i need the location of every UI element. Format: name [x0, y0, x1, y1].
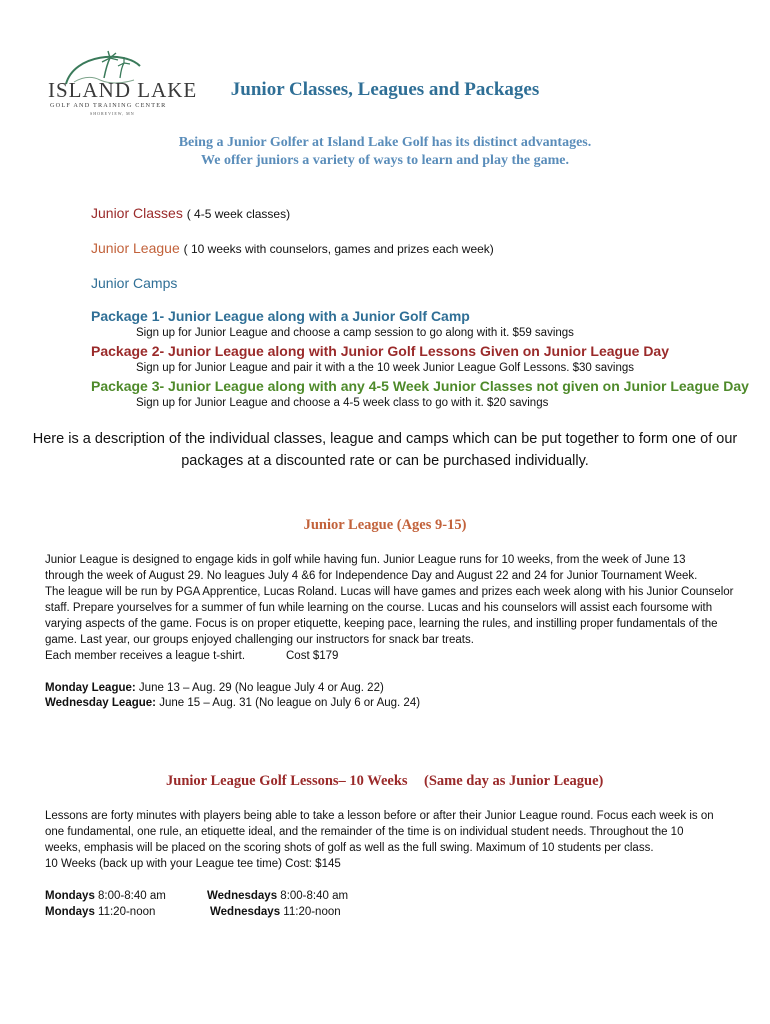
lesson-day: Mondays [45, 890, 95, 902]
lesson-time-wednesday-2 [210, 906, 341, 918]
intro-line-1: Being a Junior Golfer at Island Lake Golf has its distinct advantages. [178, 135, 592, 150]
league-text-line: through the week of August 29. No leagues July 4 &6 for Independence Day and August 22 and 24 for Junior Tournament Week. [45, 570, 698, 582]
league-text-line: varying aspects of the game. Focus is on proper etiquette, keeping pace, learning the rules, and instilling proper fundamentals of the [45, 618, 718, 630]
monday-league-row [45, 682, 384, 694]
package-2-title: Package 2- Junior League along with Junior Golf Lessons Given on Junior League Day [91, 343, 670, 359]
logo-tagline: GOLF AND TRAINING CENTER [50, 102, 167, 109]
package-3-detail: Sign up for Junior League and choose a 4-5 week class to go with it. $20 savings [136, 397, 549, 409]
lesson-time: 8:00-8:40 am [277, 890, 349, 902]
league-text-line: The league will be run by PGA Apprentice, Lucas Roland. Lucas will have games and prizes each week along with his Junior Counselor [45, 586, 734, 598]
lessons-heading-note: (Same day as Junior League) [424, 773, 604, 789]
schedule-value: June 15 – Aug. 31 (No league on July 6 or Aug. 24) [156, 697, 421, 709]
lessons-heading: Junior League Golf Lessons– 10 Weeks [166, 773, 408, 789]
offering-name: Junior Camps [91, 275, 178, 291]
lesson-day: Wednesdays [207, 890, 278, 902]
description-line-2: packages at a discounted rate or can be purchased individually. [181, 453, 589, 469]
package-3-title: Package 3- Junior League along with any 4-5 Week Junior Classes not given on Junior League Day [91, 378, 749, 394]
offering-junior-classes [91, 205, 290, 221]
offering-junior-league [91, 240, 494, 256]
lessons-text-line: weeks, emphasis will be placed on the scoring shots of golf as well as the full swing. Maximum of 10 students per class. [45, 842, 654, 854]
offering-name: Junior Classes [91, 205, 183, 221]
package-2-detail: Sign up for Junior League and pair it with a the 10 week Junior League Golf Lessons. $30 savings [136, 362, 635, 374]
package-1-title: Package 1- Junior League along with a Junior Golf Camp [91, 308, 470, 324]
intro-line-2: We offer juniors a variety of ways to learn and play the game. [201, 153, 569, 168]
schedule-value: June 13 – Aug. 29 (No league July 4 or Aug. 22) [135, 682, 384, 694]
offering-note: ( 4-5 week classes) [186, 207, 291, 221]
lessons-text-line: 10 Weeks (back up with your League tee time) Cost: $145 [45, 858, 341, 870]
lesson-time: 11:20-noon [94, 906, 156, 918]
schedule-label: Wednesday League: [45, 697, 156, 709]
lessons-text-line: one fundamental, one rule, an etiquette ideal, and the remainder of the time is on individual student needs. Throughout the 10 [45, 826, 684, 838]
offering-name: Junior League [91, 240, 180, 256]
logo-name: ISLAND LAKE [48, 78, 198, 102]
league-text-line: staff. Prepare yourselves for a summer of fun while learning on the course. Lucas and his counselors will assist each foursome with [45, 602, 713, 614]
lesson-day: Wednesdays [210, 906, 281, 918]
junior-league-heading: Junior League (Ages 9-15) [303, 517, 467, 533]
league-text-line: Junior League is designed to engage kids in golf while having fun. Junior League runs for 10 weeks, from the week of June 13 [45, 554, 686, 566]
logo-location: SHOREVIEW, MN [90, 111, 135, 116]
lesson-time-monday-2 [45, 906, 155, 918]
offering-junior-camps [91, 275, 177, 291]
league-text-line: game. Last year, our groups enjoyed challenging our instructors for snack bar treats. [45, 634, 474, 646]
lesson-time-monday-1 [45, 890, 166, 902]
offering-note: ( 10 weeks with counselors, games and prizes each week) [183, 242, 494, 256]
lessons-text-line: Lessons are forty minutes with players being able to take a lesson before or after their Junior League round. Focus each week is on [45, 810, 714, 822]
lesson-time: 11:20-noon [280, 906, 341, 918]
page-title: Junior Classes, Leagues and Packages [230, 79, 540, 100]
lesson-day: Mondays [45, 906, 95, 918]
description-line-1: Here is a description of the individual classes, league and camps which can be put together to form one of our [32, 431, 738, 447]
schedule-label: Monday League: [45, 682, 136, 694]
package-1-detail: Sign up for Junior League and choose a camp session to go along with it. $59 savings [136, 327, 574, 339]
lesson-time-wednesday-1 [207, 890, 348, 902]
league-tshirt-line: Each member receives a league t-shirt. [45, 650, 246, 662]
league-cost: Cost $179 [286, 650, 339, 662]
wednesday-league-row [45, 697, 420, 709]
lesson-time: 8:00-8:40 am [94, 890, 166, 902]
